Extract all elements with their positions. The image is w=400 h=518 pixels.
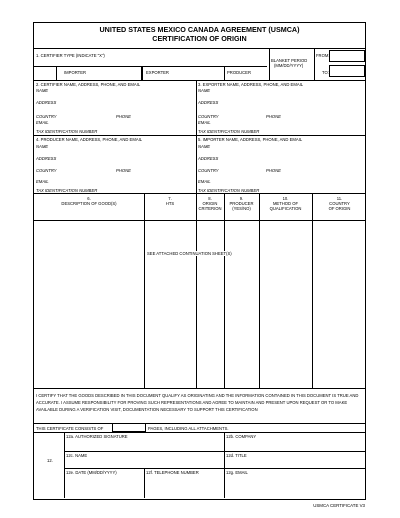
divider: [64, 451, 365, 452]
title-field[interactable]: 12d. TITLE: [226, 453, 247, 458]
blanket-period-label: BLANKET PERIOD: [271, 58, 308, 63]
divider: [34, 388, 365, 389]
option-producer[interactable]: PRODUCER: [227, 70, 251, 75]
certifier-tax-id-label[interactable]: TAX IDENTIFICATION NUMBER: [36, 129, 98, 134]
option-exporter[interactable]: EXPORTER: [146, 70, 169, 75]
email-field[interactable]: 12g. EMAIL: [226, 470, 248, 475]
certifier-address-label[interactable]: ADDRESS: [36, 100, 57, 105]
column-header-method: 10. METHOD OF QUALIFICATION: [269, 196, 302, 212]
column-header-country-of-origin: 11. COUNTRY OF ORIGIN: [328, 196, 351, 212]
blanket-period-format: (MM/DD/YYYY): [274, 63, 304, 68]
divider: [196, 80, 197, 193]
form-subtitle: CERTIFICATION OF ORIGIN: [152, 34, 247, 43]
certifier-type-label: 1. CERTIFIER TYPE (INDICATE "X"): [36, 53, 105, 58]
continuation-note: SEE ATTACHED CONTINUATION SHEET(S): [147, 251, 232, 256]
exporter-name-label[interactable]: NAME: [198, 88, 211, 93]
divider: [312, 193, 313, 388]
importer-tax-id-label[interactable]: TAX IDENTIFICATION NUMBER: [198, 188, 260, 193]
exporter-country-label[interactable]: COUNTRY: [198, 114, 219, 119]
importer-phone-label[interactable]: PHONE: [266, 168, 281, 173]
from-date-field[interactable]: [329, 50, 365, 62]
column-header-producer: 9. PRODUCER (YES/NO): [229, 196, 254, 212]
certifier-name-label[interactable]: NAME: [36, 88, 49, 93]
divider: [269, 48, 270, 80]
certificate-form: [33, 22, 366, 500]
consists-of-label: THIS CERTIFICATE CONSISTS OF: [36, 426, 104, 431]
column-header-hts: 7. HTS: [165, 196, 175, 207]
column-header-description: 6. DESCRIPTION OF GOOD(S): [61, 196, 117, 207]
importer-name-label[interactable]: NAME: [198, 144, 211, 149]
exporter-phone-label[interactable]: PHONE: [266, 114, 281, 119]
consists-of-suffix: PAGES, INCLUDING ALL ATTACHMENTS.: [148, 426, 229, 431]
producer-email-label[interactable]: EMAIL: [36, 179, 49, 184]
producer-phone-label[interactable]: PHONE: [116, 168, 131, 173]
exporter-email-label[interactable]: EMAIL: [198, 120, 211, 125]
divider: [224, 432, 225, 498]
divider: [34, 66, 267, 67]
certifier-label: 2. CERTIFIER NAME, ADDRESS, PHONE, AND EMAIL: [36, 82, 141, 87]
company-field[interactable]: 12b. COMPANY: [226, 434, 257, 439]
exporter-address-label[interactable]: ADDRESS: [198, 100, 219, 105]
name-field[interactable]: 12c. NAME: [66, 453, 88, 458]
from-label: FROM:: [316, 53, 330, 58]
divider: [34, 432, 365, 433]
divider: [224, 193, 225, 388]
divider: [34, 80, 365, 81]
certifier-country-label[interactable]: COUNTRY: [36, 114, 57, 119]
divider: [314, 48, 315, 80]
to-label: TO:: [322, 70, 329, 75]
page-count-field[interactable]: [112, 423, 146, 432]
divider: [144, 193, 145, 388]
divider: [259, 193, 260, 388]
certifier-phone-label[interactable]: PHONE: [116, 114, 131, 119]
divider: [34, 48, 365, 49]
divider: [224, 66, 225, 80]
producer-country-label[interactable]: COUNTRY: [36, 168, 57, 173]
importer-label: 5. IMPORTER NAME, ADDRESS, PHONE, AND EMAIL: [198, 137, 303, 142]
importer-email-label[interactable]: EMAIL: [198, 179, 211, 184]
telephone-field[interactable]: 12f. TELEPHONE NUMBER: [146, 470, 199, 475]
divider: [142, 66, 143, 80]
section-12-number: 12.: [47, 458, 53, 463]
divider: [64, 432, 65, 498]
divider: [34, 423, 365, 424]
producer-label: 4. PRODUCER NAME, ADDRESS, PHONE, AND EMAIL: [36, 137, 143, 142]
certifier-email-label[interactable]: EMAIL: [36, 120, 49, 125]
producer-tax-id-label[interactable]: TAX IDENTIFICATION NUMBER: [36, 188, 98, 193]
date-field[interactable]: 12e. DATE (MM/DD/YYYY): [66, 470, 117, 475]
column-header-origin-criterion: 8. ORIGIN CRITERION: [198, 196, 222, 212]
importer-country-label[interactable]: COUNTRY: [198, 168, 219, 173]
exporter-tax-id-label[interactable]: TAX IDENTIFICATION NUMBER: [198, 129, 260, 134]
divider: [34, 135, 365, 136]
producer-address-label[interactable]: ADDRESS: [36, 156, 57, 161]
divider: [144, 468, 145, 498]
form-version: USMCA CERTIFICATE V3: [313, 503, 365, 508]
authorized-signature-field[interactable]: 12a. AUTHORIZED SIGNATURE: [66, 434, 128, 439]
divider: [196, 193, 197, 388]
divider: [56, 66, 57, 80]
divider: [34, 220, 365, 221]
certification-statement: I CERTIFY THAT THE GOODS DESCRIBED IN THIS DOCUMENT QUALIFY AS ORIGINATING AND THE INFORMATION CONTAINED IN THIS DOCUMENT IS TRUE AND ACCURATE. I ASSUME RESPONSIBILITY FOR PROVING SUCH REPRESENTATIONS AND AGREE TO MAINTAIN AND PRESENT UPON REQUEST OR TO MAKE AVAILABLE DURING A VERIFICATION VISIT, DOCUMENTATION NECESSARY TO SUPPORT THIS CERTIFICATION: [36, 393, 359, 412]
divider: [34, 193, 365, 194]
option-importer[interactable]: IMPORTER: [64, 70, 87, 75]
exporter-label: 3. EXPORTER NAME, ADDRESS, PHONE, AND EMAIL: [198, 82, 304, 87]
form-title: UNITED STATES MEXICO CANADA AGREEMENT (USMCA): [99, 25, 300, 34]
divider: [64, 468, 365, 469]
importer-address-label[interactable]: ADDRESS: [198, 156, 219, 161]
producer-name-label[interactable]: NAME: [36, 144, 49, 149]
to-date-field[interactable]: [329, 65, 365, 77]
